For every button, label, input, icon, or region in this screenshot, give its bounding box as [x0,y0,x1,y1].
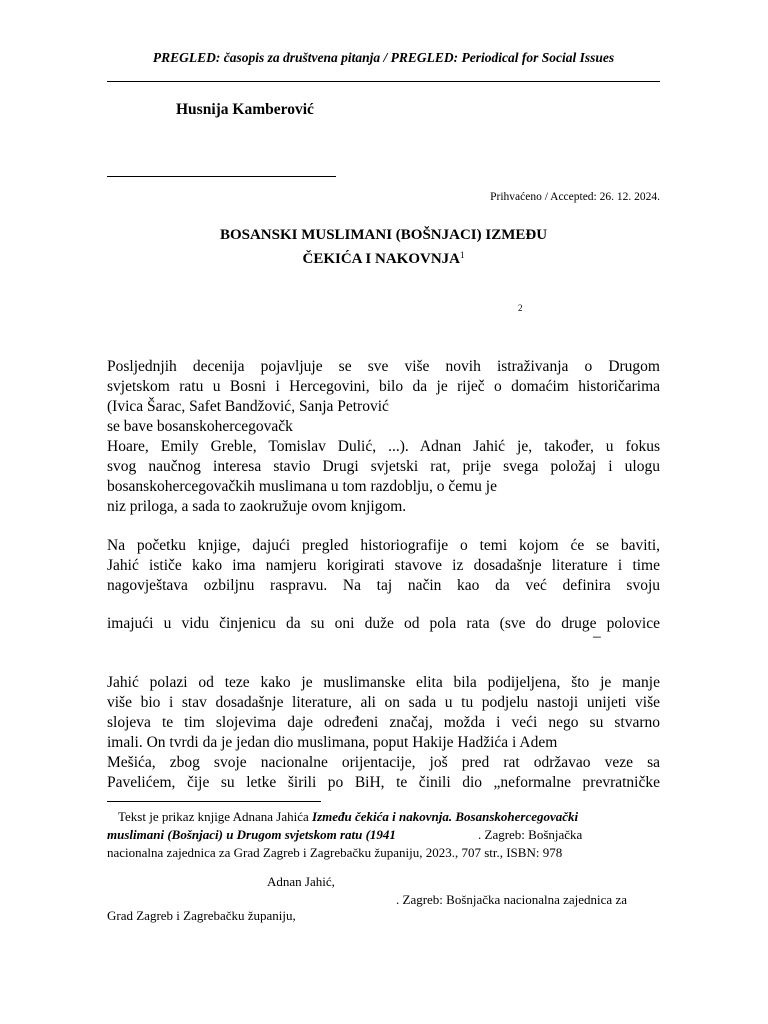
p1-line-6: svog naučnog interesa stavio Drugi svjetski rat, prije svega položaj i ulogu [107,458,660,475]
p3-line-4: imali. On tvrdi da je jedan dio muslimana, poput Hakije Hadžića i Adem [107,734,558,751]
p3-line-3: slojeva te tim slojevima daje određeni značaj, možda i veći nego su stvarno [107,714,660,731]
fn2-line-3: Grad Zagreb i Zagrebačku županiju, [107,908,296,923]
author-divider [107,176,336,177]
p1-line-7: bosanskohercegovačkih muslimana u tom razdoblju, o čemu je [107,478,497,495]
article-title [107,225,660,269]
title-line-1: BOSANSKI MUSLIMANI (BOŠNJACI) IZMEĐU [219,227,548,243]
p2-line-2: Jahić ističe kako ima namjeru korigirati stavove iz dosadašnje literature i time [107,557,660,574]
p1-line-2: svjetskom ratu u Bosni i Hercegovini, bilo da je riječ o domaćim historičarima [107,378,660,395]
fn1-publisher: . Zagreb: Bošnjačka [478,827,583,842]
title-line-2-text: ČEKIĆA I NAKOVNJA [302,251,460,267]
footnote-1-line-2 [107,826,396,844]
p2-line-4: imajući u vidu činjenicu da su oni duže od pola rata (sve do druge polovice [107,615,660,632]
p1-line-1: Posljednjih decenija pojavljuje se sve više novih istraživanja o Drugom [107,358,660,375]
p2-line-1: Na početku knjige, dajući pregled historiografije o temi kojom će se baviti, [107,537,660,554]
fn1-book-title-b: muslimani (Bošnjaci) u Drugom svjetskom ratu (1941 [107,827,396,842]
p1-line-8: niz priloga, a sada to zaokružuje ovom knjigom. [107,498,407,515]
title-line-2 [107,245,660,269]
fn2-publisher: . Zagreb: Bošnjačka nacionalna zajednica za [396,892,627,907]
p3-line-2: više bio i stav dosadašnje literature, ali on sada u tu podjelu nastoji unijeti više [107,694,660,711]
footnote-1-line-1 [118,808,578,826]
footnote-1-line-3: nacionalna zajednica za Grad Zagreb i Zagrebačku županiju, 2023., 707 str., ISBN: 978 [107,845,563,860]
p3-line-5: Mešića, zbog svoje nacionalne orijentacije, još pred rat održavao veze sa [107,754,660,771]
footnote-ref-1[interactable]: 1 [460,250,465,260]
p1-line-3: (Ivica Šarac, Safet Bandžović, Sanja Petrović [107,398,389,415]
p2-line-3: nagovještava ozbiljnu raspravu. Na taj način kao da već definira svoju [107,577,660,594]
footnote-ref-2[interactable]: 2 [518,303,523,313]
fn1-book-title-a: Između čekića i nakovnja. Bosanskohercegovački [312,809,579,824]
author-name: Husnija Kamberović [176,101,314,118]
p3-line-6: Pavelićem, čije su letke širili po BiH, te činili dio „neformalne prevratničke [107,774,660,791]
header-divider [107,81,660,82]
footnote-divider [107,801,321,802]
journal-header: PREGLED: časopis za društvena pitanja / PREGLED: Periodical for Social Issues [152,50,615,65]
p3-line-1: Jahić polazi od teze kako je muslimanske elita bila podijeljena, što je manje [107,674,660,691]
fn1-plain-a: Tekst je prikaz knjige Adnana Jahića [118,809,313,824]
p1-line-4: se bave bosanskohercegovačk [107,418,293,435]
p2-dash: – [593,628,601,645]
accepted-date: Prihvaćeno / Accepted: 26. 12. 2024. [490,191,660,203]
fn2-author: Adnan Jahić, [267,874,335,889]
p1-line-5: Hoare, Emily Greble, Tomislav Dulić, ...). Adnan Jahić je, također, u fokus [107,438,660,455]
